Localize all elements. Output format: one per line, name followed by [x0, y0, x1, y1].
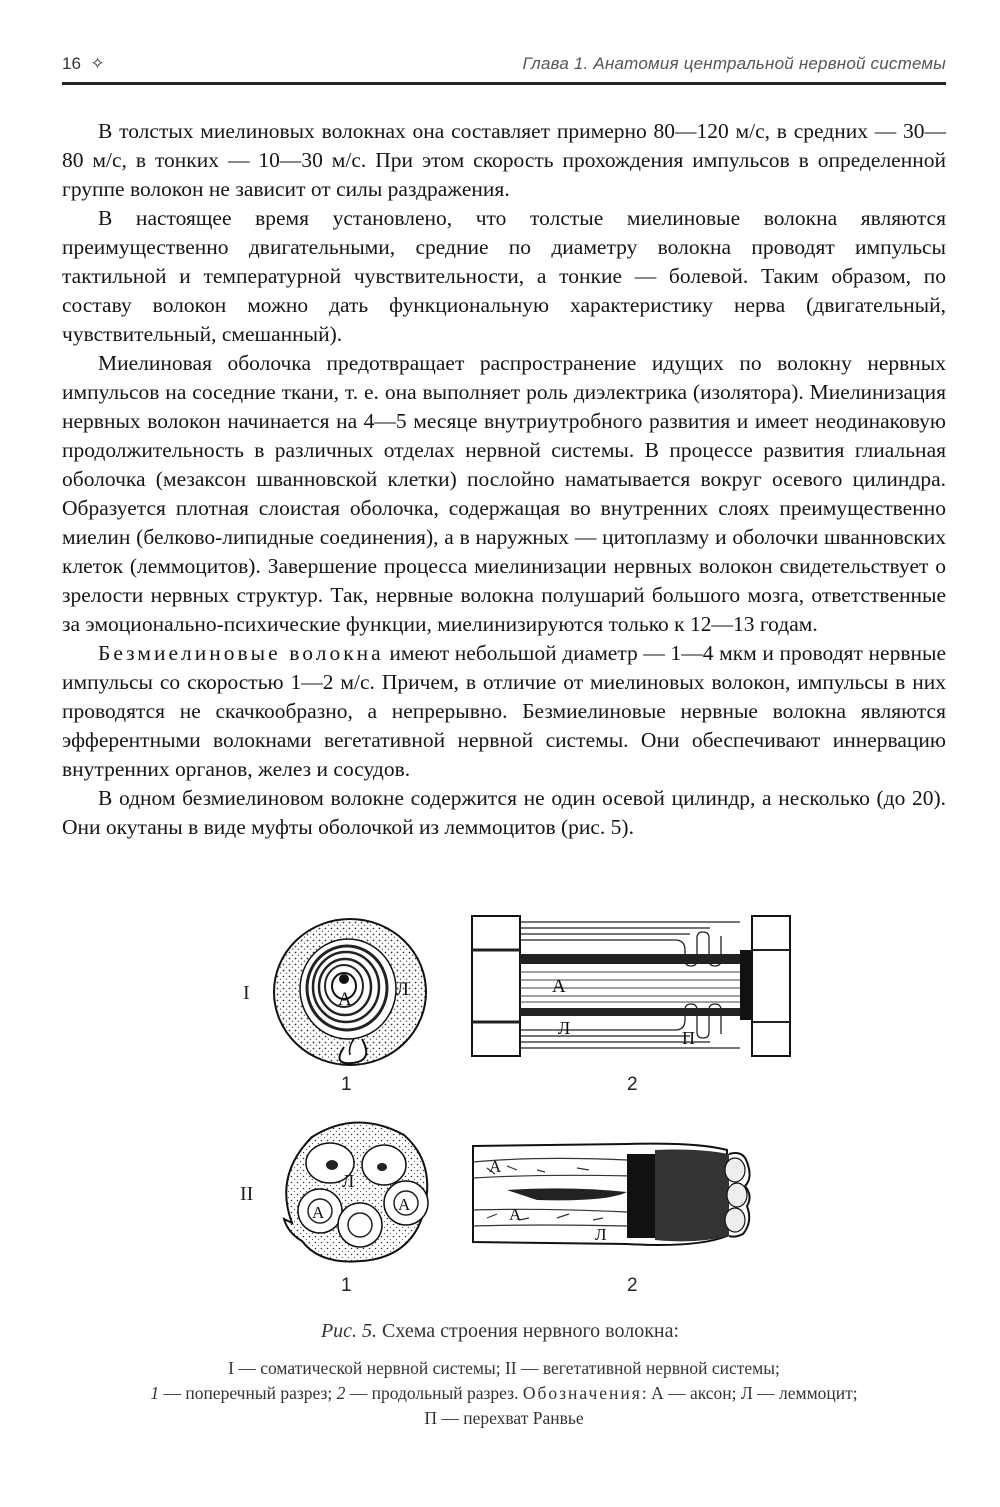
caption-text-1: — поперечный разрез; [159, 1383, 337, 1403]
unmyelinated-longitudinal-section-drawing [467, 1140, 767, 1250]
lemmocyte-letter: Л [396, 979, 409, 1000]
paragraph-5: В одном безмиелиновом волокне содержится не один осевой цилиндр, а несколько (до 20). Они окутаны в виде муфты оболочкой из леммоцитов (рис. 5). [62, 786, 946, 839]
caption-prefix: Рис. 5. [320, 1320, 378, 1342]
caption-legend-word: Обозначения [522, 1383, 642, 1403]
caption-line-1: I — соматической нервной системы; II — вегетативной нервной системы; [228, 1358, 780, 1378]
node-letter: П [682, 1028, 695, 1048]
axon-letter-long: А [552, 976, 566, 997]
lemmocyte-letter-cross: Л [342, 1171, 355, 1191]
chapter-title: Глава 1. Анатомия центральной нервной системы [522, 54, 946, 73]
sub-label-I-2: 2 [627, 1074, 638, 1095]
paragraph-4 [62, 639, 946, 784]
axon-letter-long-2: А [509, 1205, 522, 1224]
row-label-I: I [243, 982, 250, 1004]
caption-text-3: : А — аксон; Л — леммоцит; [641, 1383, 858, 1403]
sub-label-II-1: 1 [341, 1275, 352, 1296]
caption-num-1: 1 [150, 1383, 160, 1403]
ornament-icon: ✧ [90, 54, 105, 73]
myelin-cross-section-drawing [270, 915, 430, 1070]
lemmocyte-letter-long-2: Л [595, 1225, 607, 1244]
caption-num-2: 2 [336, 1383, 346, 1403]
paragraph-4-text: имеют небольшой диаметр — 1—4 мкм и проводят нервные импульсы со скоростью 1—2 м/с. Причем, в отличие от миелиновых волокон, импульсы в них проводятся не скачкообразно, а непрерывно. Безмиелиновые нервные волокна являются эфферентными волокнами вегетативной нервной системы. Они обеспечивают иннервацию внутренних органов, желез и сосудов. [62, 641, 946, 781]
figure-caption-body [62, 1356, 946, 1431]
lemmocyte-letter-long: Л [558, 1018, 571, 1038]
spaced-term: Безмиелиновые волокна [98, 641, 384, 665]
caption-title-text: Схема строения нервного волокна: [377, 1320, 680, 1342]
page-number [62, 54, 105, 74]
page-number-text: 16 [62, 54, 81, 73]
caption-line-3: П — перехват Ранвье [424, 1408, 584, 1428]
caption-line-2 [62, 1381, 946, 1406]
row-label-II: II [240, 1183, 254, 1205]
caption-text-2: — продольный разрез. [345, 1383, 523, 1403]
myelin-longitudinal-section-drawing [470, 910, 792, 1060]
sub-label-I-1: 1 [341, 1074, 352, 1095]
running-header [62, 52, 946, 85]
axon-letter-cross-1: А [312, 1203, 325, 1222]
unmyelinated-cross-section-drawing [272, 1115, 440, 1265]
paragraph-3: Миелиновая оболочка предотвращает распространение идущих по волокну нервных импульсов на соседние ткани, т. е. она выполняет роль диэлектрика (изолятора). Миелинизация нервных волокон начинается на 4—5 месяце внутриутробного развития и имеет неодинаковую продолжительность в различных отделах нервной системы. В процессе развития глиальная оболочка (мезаксон шванновской клетки) послойно наматывается вокруг осевого цилиндра. Образуется плотная слоистая оболочка, содержащая во внутренних слоях преимущественно миелин (белково-липидные соединения), а в наружных — цитоплазму и оболочки шванновских клеток (леммоцитов). Завершение процесса миелинизации нервных волокон свидетельствует о зрелости нервных структур. Так, нервные волокна полушарий большого мозга, ответственные за эмоционально-психические функции, миелинизируются только к 12—13 годам. [62, 351, 946, 636]
body-text [62, 117, 946, 842]
figure-caption-title [0, 1320, 1000, 1343]
sub-label-II-2: 2 [627, 1275, 638, 1296]
axon-letter: А [338, 989, 352, 1010]
axon-letter-cross-2: А [398, 1195, 411, 1214]
paragraph-2: В настоящее время установлено, что толстые миелиновые волокна являются преимущественно двигательными, средние по диаметру волокна проводят импульсы тактильной и температурной чувствительности, а тонкие — болевой. Таким образом, по составу волокон можно дать функциональную характеристику нерва (двигательный, чувствительный, смешанный). [62, 206, 946, 346]
axon-letter-long-1: А [489, 1157, 502, 1176]
paragraph-1: В толстых миелиновых волокнах она составляет примерно 80—120 м/с, в средних — 30—80 м/с, в тонких — 10—30 м/с. При этом скорость прохождения импульсов в определенной группе волокон не зависит от силы раздражения. [62, 119, 946, 201]
